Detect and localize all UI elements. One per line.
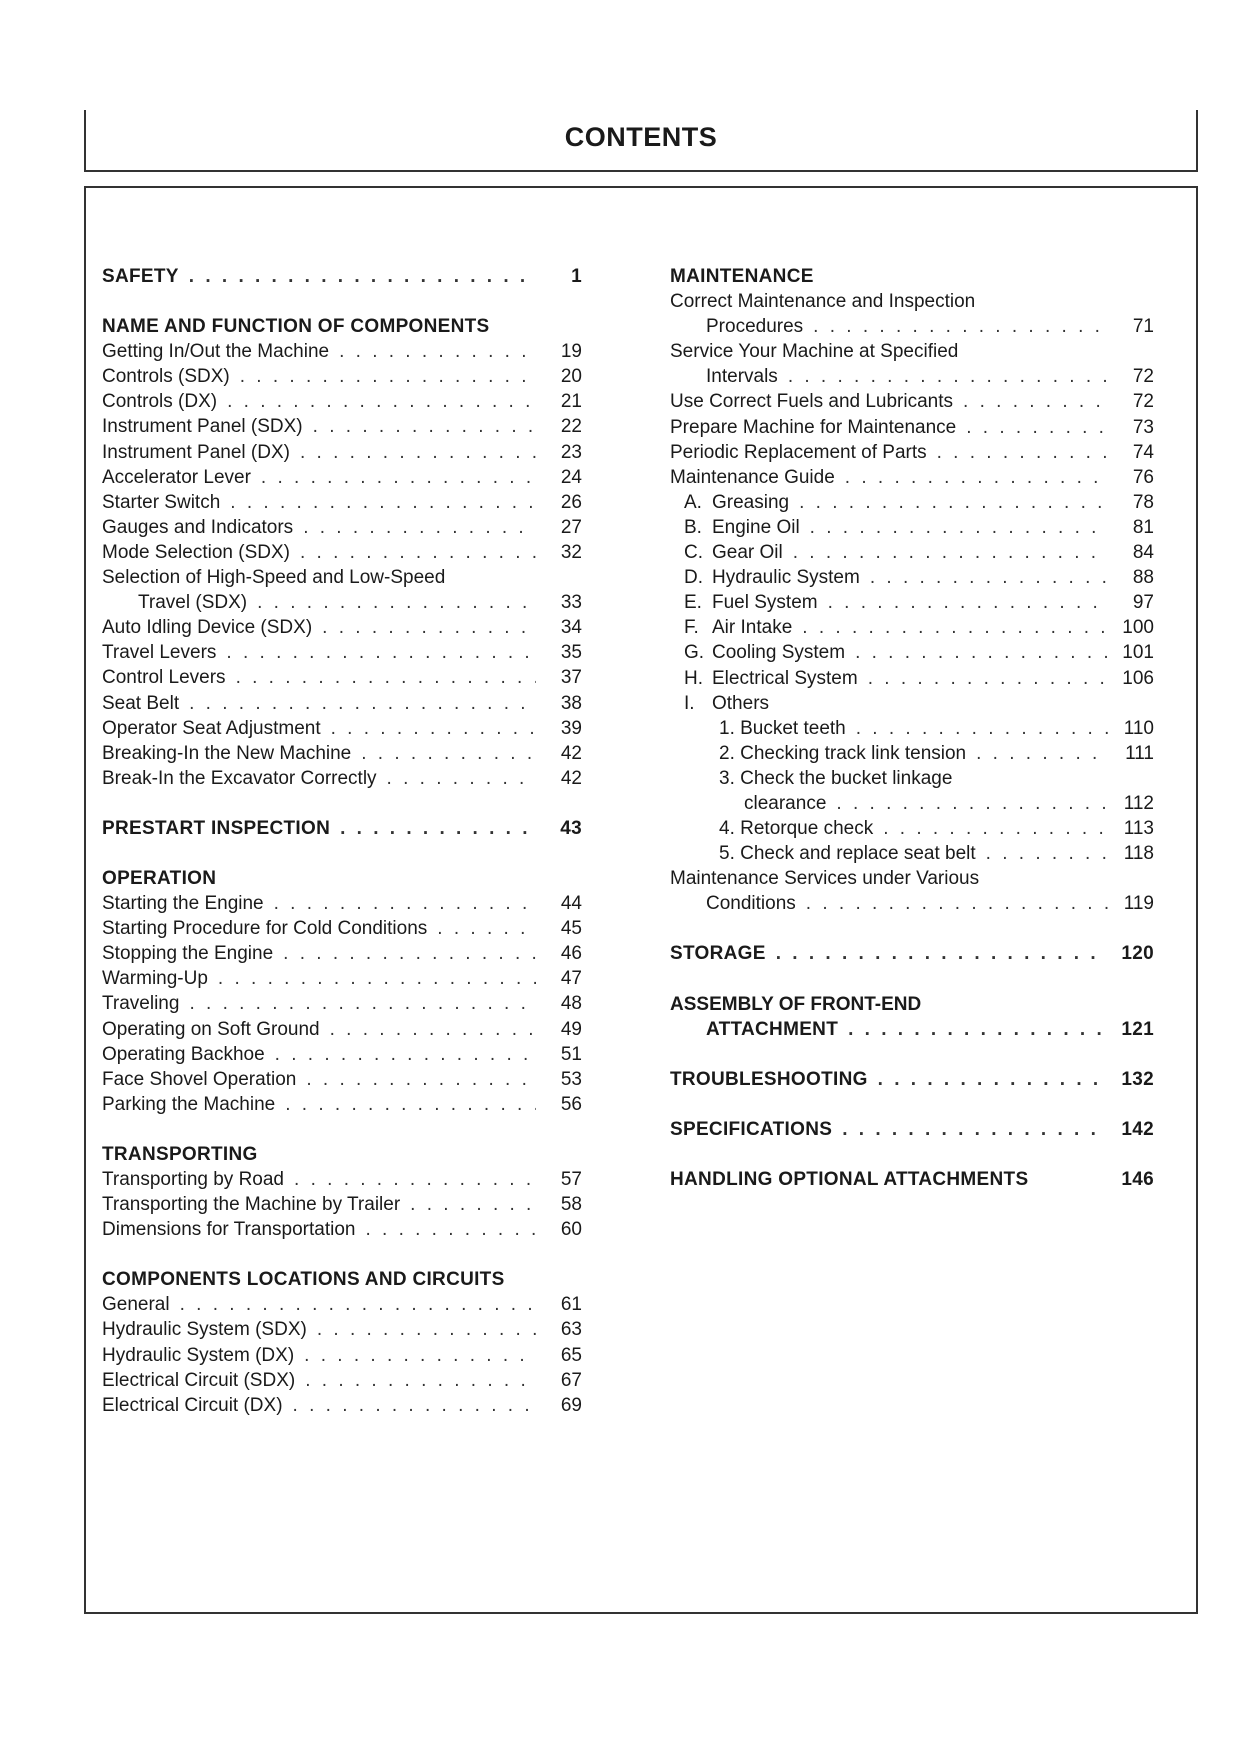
toc-page: 58	[560, 1194, 582, 1216]
toc-label: Seat Belt	[102, 692, 180, 714]
toc-page: 27	[560, 516, 582, 538]
toc-page: 74	[1132, 441, 1154, 463]
section-heading-maintenance: MAINTENANCE	[670, 266, 814, 287]
toc-entry[interactable]	[102, 615, 582, 640]
toc-page: 22	[560, 416, 582, 438]
toc-label: clearance	[744, 792, 827, 814]
toc-label: Fuel System	[712, 592, 818, 614]
toc-page: 142	[1121, 1118, 1154, 1140]
leader-dots	[870, 565, 1108, 590]
toc-label: Operating on Soft Ground	[102, 1018, 320, 1040]
leader-dots	[793, 540, 1108, 565]
toc-page: 113	[1123, 818, 1154, 840]
leader-dots	[300, 440, 536, 465]
toc-label: Warming-Up	[102, 968, 208, 990]
toc-page: 56	[560, 1093, 582, 1115]
toc-entry-intervals[interactable]	[670, 364, 1154, 389]
toc-label: Travel Levers	[102, 642, 217, 664]
toc-label: Hydraulic System (SDX)	[102, 1319, 307, 1341]
leader-dots	[285, 1092, 536, 1117]
leader-dots	[240, 364, 536, 389]
toc-entry[interactable]	[670, 590, 1154, 615]
leader-dots	[802, 615, 1108, 640]
toc-entry[interactable]	[102, 691, 582, 716]
toc-page: 49	[560, 1018, 582, 1040]
toc-entry-attachment[interactable]	[670, 1017, 1154, 1042]
toc-page: 42	[560, 742, 582, 764]
toc-page: 47	[560, 968, 582, 990]
toc-page: 106	[1122, 667, 1154, 689]
toc-entry[interactable]	[102, 440, 582, 465]
toc-label: Instrument Panel (SDX)	[102, 416, 303, 438]
leader-dots	[313, 414, 536, 439]
toc-label: Starting Procedure for Cold Conditions	[102, 918, 428, 940]
toc-label: Engine Oil	[712, 516, 800, 538]
toc-page: 24	[560, 466, 582, 488]
toc-label: Instrument Panel (DX)	[102, 441, 290, 463]
toc-entry[interactable]	[670, 565, 1154, 590]
leader-dots	[828, 590, 1108, 615]
toc-page: 21	[560, 391, 582, 413]
contents-box	[84, 186, 1198, 1614]
toc-entry-specifications[interactable]	[670, 1117, 1154, 1142]
toc-entry[interactable]	[102, 1368, 582, 1393]
leader-dots	[300, 540, 536, 565]
toc-page: 48	[560, 993, 582, 1015]
leader-dots	[788, 364, 1108, 389]
toc-page: 32	[560, 541, 582, 563]
toc-page: 132	[1121, 1068, 1154, 1090]
toc-page: 20	[560, 366, 582, 388]
toc-page: 100	[1122, 617, 1154, 639]
leader-dots	[275, 1042, 536, 1067]
toc-label: Electrical System	[712, 667, 858, 689]
toc-label: Operating Backhoe	[102, 1043, 265, 1065]
leader-dots	[294, 1167, 536, 1192]
toc-page: 26	[560, 491, 582, 513]
section-heading-transporting: TRANSPORTING	[102, 1143, 258, 1165]
toc-page: 1	[571, 266, 582, 287]
right-column	[670, 264, 1154, 1192]
toc-entry[interactable]	[102, 515, 582, 540]
toc-label: Parking the Machine	[102, 1093, 276, 1115]
toc-page: 72	[1132, 391, 1154, 413]
toc-label: Traveling	[102, 993, 180, 1015]
leader-dots	[878, 1067, 1108, 1092]
toc-list-maintenance-letters	[670, 490, 1154, 691]
leader-dots	[331, 716, 536, 741]
toc-letter: A.	[684, 491, 702, 513]
toc-entry[interactable]	[670, 640, 1154, 665]
toc-label: Gauges and Indicators	[102, 516, 294, 538]
leader-dots	[303, 515, 536, 540]
toc-page: 51	[560, 1043, 582, 1065]
leader-dots	[283, 941, 536, 966]
toc-label: Break-In the Excavator Correctly	[102, 767, 377, 789]
toc-page: 118	[1123, 843, 1154, 865]
leader-dots	[845, 465, 1108, 490]
toc-letter: E.	[684, 592, 702, 614]
leader-dots	[189, 991, 536, 1016]
toc-entry-troubleshooting[interactable]	[670, 1067, 1154, 1092]
toc-page: 44	[560, 893, 582, 915]
toc-label: Mode Selection (SDX)	[102, 541, 290, 563]
leader-dots	[806, 891, 1108, 916]
leader-dots	[304, 1343, 536, 1368]
leader-dots	[227, 389, 536, 414]
toc-entry[interactable]	[102, 716, 582, 741]
toc-page: 53	[560, 1068, 582, 1090]
toc-entry[interactable]	[102, 640, 582, 665]
toc-label: Cooling System	[712, 642, 846, 664]
toc-entry[interactable]	[670, 540, 1154, 565]
leader-dots	[963, 389, 1108, 414]
toc-page: 111	[1125, 742, 1154, 764]
toc-label: HANDLING OPTIONAL ATTACHMENTS	[670, 1168, 1029, 1190]
toc-page: 65	[560, 1344, 582, 1366]
toc-label: Greasing	[712, 491, 790, 513]
toc-entry[interactable]	[670, 741, 1154, 766]
section-heading-name-function: NAME AND FUNCTION OF COMPONENTS	[102, 316, 490, 338]
leader-dots	[257, 590, 536, 615]
header-box	[84, 110, 1198, 172]
leader-dots	[180, 1292, 536, 1317]
toc-entry[interactable]	[102, 1317, 582, 1342]
toc-entry[interactable]	[102, 414, 582, 439]
leader-dots	[306, 1067, 536, 1092]
toc-entry[interactable]	[102, 540, 582, 565]
toc-label: Controls (SDX)	[102, 366, 230, 388]
toc-entry[interactable]	[670, 716, 1154, 741]
toc-label: SAFETY	[102, 266, 179, 287]
toc-page: 39	[560, 717, 582, 739]
toc-entry[interactable]	[102, 891, 582, 916]
toc-entry[interactable]	[102, 1217, 582, 1242]
toc-label: Gear Oil	[712, 542, 783, 564]
leader-dots	[365, 1217, 536, 1242]
toc-page: 120	[1121, 943, 1154, 965]
toc-page: 97	[1132, 592, 1154, 614]
toc-entry-safety[interactable]	[102, 264, 582, 289]
toc-entry[interactable]	[102, 364, 582, 389]
toc-label: ATTACHMENT	[706, 1018, 839, 1040]
toc-label: Starter Switch	[102, 491, 221, 513]
leader-dots	[855, 640, 1108, 665]
leader-dots	[322, 615, 536, 640]
toc-page: 88	[1132, 567, 1154, 589]
leader-dots	[274, 891, 536, 916]
toc-entry[interactable]	[102, 490, 582, 515]
toc-label: Dimensions for Transportation	[102, 1219, 356, 1241]
toc-label: Hydraulic System	[712, 567, 860, 589]
toc-page: 81	[1132, 516, 1154, 538]
leader-dots	[410, 1192, 536, 1217]
toc-label: TROUBLESHOOTING	[670, 1068, 868, 1090]
toc-entry[interactable]	[670, 816, 1154, 841]
leader-dots	[339, 339, 536, 364]
toc-entry-prestart[interactable]	[102, 816, 582, 841]
leader-dots	[883, 816, 1108, 841]
toc-page: 110	[1123, 717, 1154, 739]
toc-list-numbered-2	[670, 816, 1154, 866]
toc-list-operation	[102, 891, 582, 1117]
toc-entry[interactable]	[670, 666, 1154, 691]
toc-page: 19	[560, 341, 582, 363]
toc-entry[interactable]	[670, 615, 1154, 640]
leader-dots	[856, 716, 1108, 741]
leader-dots	[848, 1017, 1108, 1042]
toc-entry-others[interactable]	[670, 691, 1154, 716]
toc-entry[interactable]	[102, 766, 582, 791]
toc-letter: G.	[684, 642, 705, 664]
toc-entry-wrap-line[interactable]: Correct Maintenance and Inspection	[670, 291, 976, 313]
toc-list-numbered	[670, 716, 1154, 766]
leader-dots	[842, 1117, 1108, 1142]
toc-entry[interactable]	[670, 415, 1154, 440]
toc-page: 42	[560, 767, 582, 789]
toc-page: 23	[560, 441, 582, 463]
toc-label: Face Shovel Operation	[102, 1068, 297, 1090]
toc-label: Procedures	[706, 316, 804, 338]
toc-letter: H.	[684, 667, 703, 689]
leader-dots	[868, 666, 1108, 691]
toc-page: 61	[560, 1294, 582, 1316]
leader-dots	[437, 916, 536, 941]
toc-entry-procedures[interactable]	[670, 314, 1154, 339]
toc-label: 4. Retorque check	[719, 818, 874, 840]
toc-page: 112	[1123, 792, 1154, 814]
leader-dots	[976, 741, 1108, 766]
toc-entry[interactable]	[102, 1393, 582, 1418]
toc-page: 35	[560, 642, 582, 664]
toc-label: Stopping the Engine	[102, 943, 274, 965]
toc-page: 46	[560, 943, 582, 965]
toc-page: 57	[560, 1169, 582, 1190]
toc-page: 73	[1132, 416, 1154, 438]
toc-entry[interactable]	[102, 1167, 582, 1192]
toc-label: Electrical Circuit (DX)	[102, 1394, 283, 1416]
toc-label: General	[102, 1294, 170, 1316]
toc-list-name-function-2	[102, 615, 582, 791]
toc-label: 5. Check and replace seat belt	[719, 843, 976, 865]
toc-entry-travel-sdx[interactable]	[102, 590, 582, 615]
toc-page: 71	[1132, 316, 1154, 338]
toc-page: 34	[560, 617, 582, 639]
toc-entry-clearance[interactable]	[670, 791, 1154, 816]
toc-label: Hydraulic System (DX)	[102, 1344, 295, 1366]
toc-entry[interactable]	[102, 966, 582, 991]
toc-entry[interactable]	[670, 515, 1154, 540]
toc-entry[interactable]	[102, 1192, 582, 1217]
toc-page: 38	[560, 692, 582, 714]
leader-dots	[836, 791, 1108, 816]
toc-page: 101	[1122, 642, 1154, 664]
toc-label: 1. Bucket teeth	[719, 717, 846, 739]
toc-list-name-function	[102, 339, 582, 565]
toc-page: 45	[560, 918, 582, 940]
toc-entry[interactable]	[102, 941, 582, 966]
toc-entry[interactable]	[102, 1292, 582, 1317]
leader-dots	[230, 490, 536, 515]
toc-letter: D.	[684, 567, 703, 589]
toc-label: Maintenance Guide	[670, 466, 835, 488]
toc-label: Starting the Engine	[102, 893, 264, 915]
toc-entry[interactable]	[102, 1092, 582, 1117]
leader-dots	[810, 515, 1108, 540]
toc-entry[interactable]	[102, 1017, 582, 1042]
leader-dots	[387, 766, 536, 791]
leader-dots	[189, 264, 536, 289]
leader-dots	[305, 1368, 536, 1393]
toc-label: Air Intake	[712, 617, 793, 639]
toc-label: Controls (DX)	[102, 391, 218, 413]
toc-label: Breaking-In the New Machine	[102, 742, 352, 764]
toc-label: Electrical Circuit (SDX)	[102, 1369, 296, 1391]
toc-page: 60	[560, 1219, 582, 1241]
toc-list-transporting	[102, 1167, 582, 1242]
toc-page: 37	[560, 667, 582, 689]
toc-entry-conditions[interactable]	[670, 891, 1154, 916]
toc-page: 76	[1132, 466, 1154, 488]
toc-label: SPECIFICATIONS	[670, 1118, 833, 1140]
toc-label: Auto Idling Device (SDX)	[102, 617, 313, 639]
toc-label: Getting In/Out the Machine	[102, 341, 330, 363]
toc-page: 69	[560, 1394, 582, 1416]
leader-dots	[776, 941, 1108, 966]
toc-label: Intervals	[706, 366, 778, 388]
toc-label: 2. Checking track link tension	[719, 742, 967, 764]
toc-page: 146	[1121, 1168, 1154, 1190]
toc-entry[interactable]	[670, 841, 1154, 866]
toc-entry[interactable]	[102, 465, 582, 490]
toc-page: 33	[560, 592, 582, 614]
toc-label: Travel (SDX)	[138, 592, 248, 614]
leader-dots	[813, 314, 1108, 339]
toc-label: Transporting the Machine by Trailer	[102, 1194, 401, 1216]
toc-letter: B.	[684, 516, 702, 538]
toc-page: 43	[560, 817, 582, 839]
toc-entry-wrap-line[interactable]: Selection of High-Speed and Low-Speed	[102, 567, 446, 589]
toc-list-maintenance	[670, 389, 1154, 489]
toc-page: 119	[1123, 893, 1154, 915]
leader-dots	[226, 640, 536, 665]
leader-dots	[293, 1393, 536, 1418]
toc-label: Accelerator Lever	[102, 466, 251, 488]
toc-label: Control Levers	[102, 667, 226, 689]
toc-label: Others	[712, 692, 770, 714]
toc-list-components	[102, 1292, 582, 1417]
toc-entry[interactable]	[102, 991, 582, 1016]
toc-entry[interactable]	[670, 440, 1154, 465]
toc-entry[interactable]	[670, 389, 1154, 414]
leader-dots	[340, 816, 536, 841]
toc-entry-wrap-line[interactable]: 3. Check the bucket linkage	[719, 767, 953, 789]
toc-label: PRESTART INSPECTION	[102, 817, 331, 839]
leader-dots	[330, 1017, 536, 1042]
toc-entry[interactable]	[102, 1067, 582, 1092]
toc-letter: F.	[684, 617, 699, 639]
leader-dots	[236, 665, 536, 690]
toc-entry-wrap-line[interactable]: ASSEMBLY OF FRONT-END	[670, 993, 922, 1015]
leader-dots	[966, 415, 1108, 440]
toc-label: STORAGE	[670, 943, 766, 965]
toc-entry[interactable]	[102, 741, 582, 766]
page-title: CONTENTS	[564, 122, 718, 152]
toc-page: 63	[560, 1319, 582, 1341]
toc-entry[interactable]	[102, 339, 582, 364]
toc-page: 121	[1121, 1018, 1154, 1040]
leader-dots	[317, 1317, 536, 1342]
toc-entry[interactable]	[670, 490, 1154, 515]
toc-page: 67	[560, 1369, 582, 1391]
toc-entry-wrap-line[interactable]: Service Your Machine at Specified	[670, 341, 959, 363]
leader-dots	[218, 966, 536, 991]
toc-letter: C.	[684, 542, 703, 564]
leader-dots	[261, 465, 536, 490]
toc-entry-storage[interactable]	[670, 941, 1154, 966]
toc-letter: I.	[684, 692, 695, 714]
toc-entry[interactable]	[102, 916, 582, 941]
toc-entry[interactable]	[102, 1343, 582, 1368]
toc-label: Operator Seat Adjustment	[102, 717, 321, 739]
toc-entry[interactable]	[102, 389, 582, 414]
toc-label: Use Correct Fuels and Lubricants	[670, 391, 954, 413]
leader-dots	[361, 741, 536, 766]
toc-label: Transporting by Road	[102, 1169, 285, 1190]
toc-page: 78	[1132, 491, 1154, 513]
toc-entry-wrap-line[interactable]: Maintenance Services under Various	[670, 868, 980, 890]
toc-page: 72	[1132, 366, 1154, 388]
section-heading-components: COMPONENTS LOCATIONS AND CIRCUITS	[102, 1269, 505, 1291]
leader-dots	[937, 440, 1108, 465]
left-column	[102, 264, 582, 1418]
leader-dots	[189, 691, 536, 716]
leader-dots	[986, 841, 1108, 866]
toc-label: Prepare Machine for Maintenance	[670, 416, 957, 438]
toc-page: 84	[1132, 542, 1154, 564]
leader-dots	[799, 490, 1108, 515]
toc-entry[interactable]	[102, 665, 582, 690]
section-heading-operation: OPERATION	[102, 867, 217, 889]
toc-label: Conditions	[706, 893, 796, 915]
toc-label: Periodic Replacement of Parts	[670, 441, 927, 463]
toc-entry-handling[interactable]	[670, 1167, 1154, 1192]
toc-entry[interactable]	[670, 465, 1154, 490]
toc-entry[interactable]	[102, 1042, 582, 1067]
